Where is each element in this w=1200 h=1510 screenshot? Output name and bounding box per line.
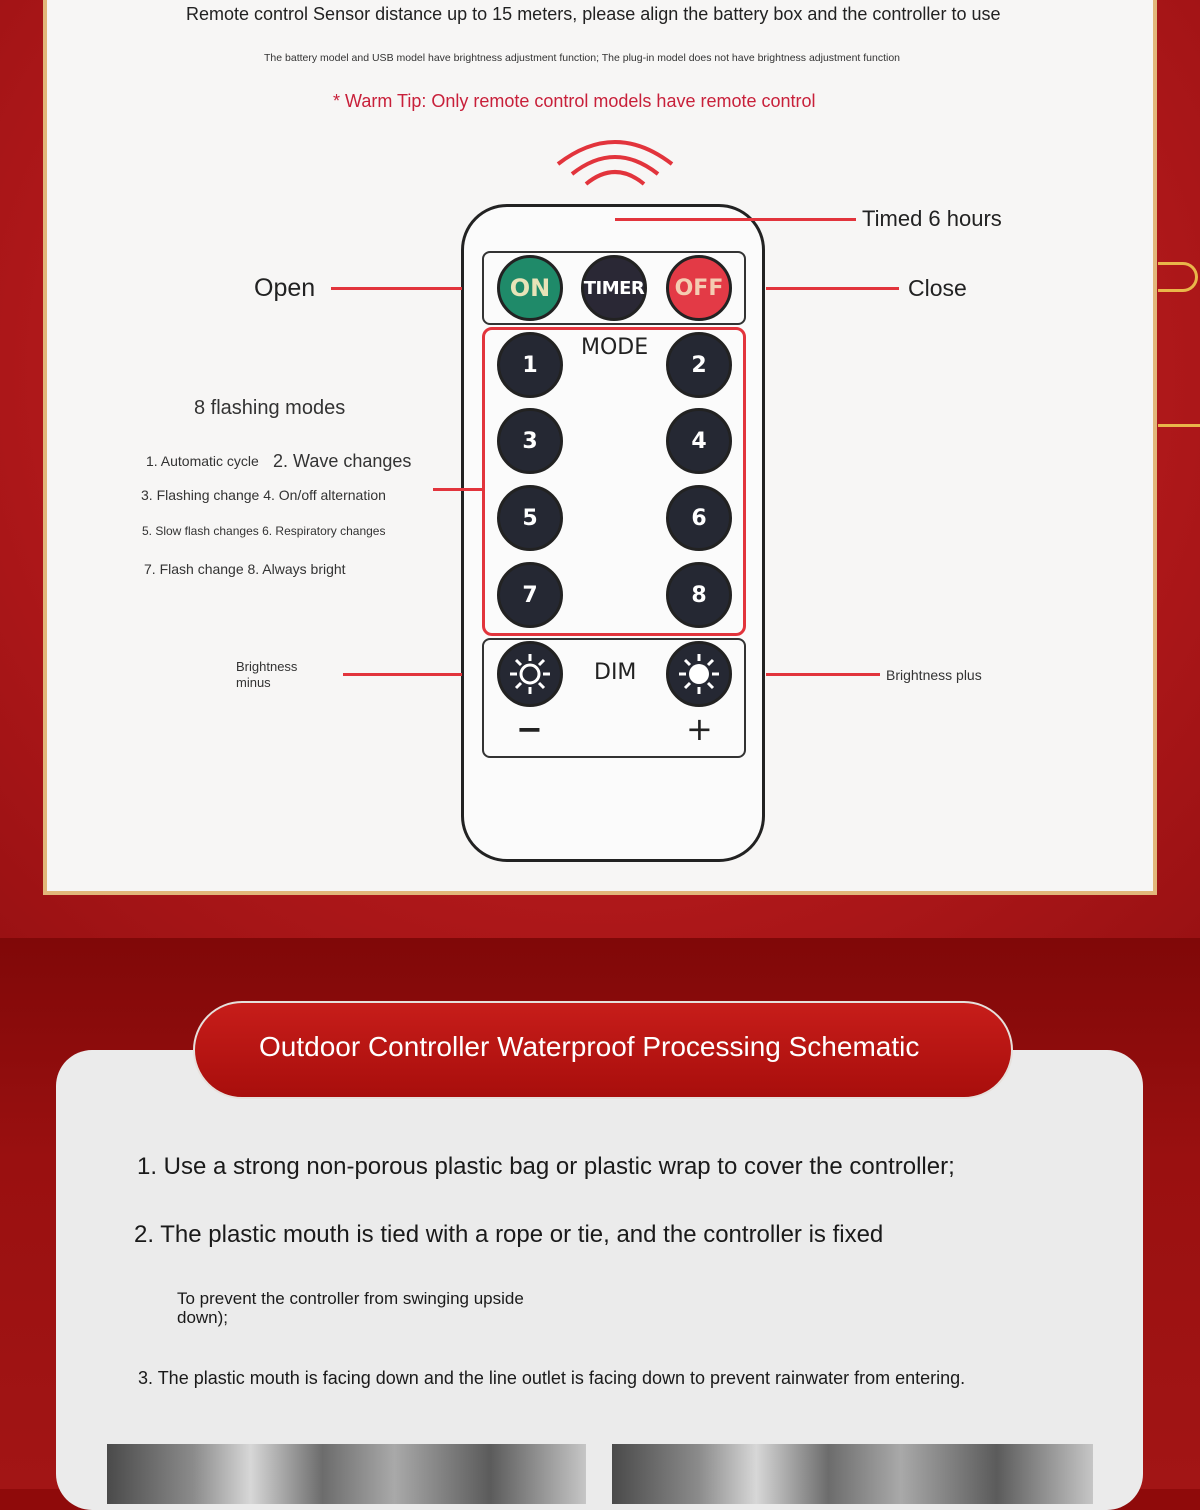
sun-filled-icon [677,652,721,696]
step-3: 3. The plastic mouth is facing down and the line outlet is facing down to prevent rainwater from entering. [138,1368,966,1388]
mode-button-2[interactable]: 2 [666,332,732,398]
close-leader-line [766,287,899,290]
mode-button-5[interactable]: 5 [497,485,563,551]
modes-leader-line [433,488,483,491]
mode-line-1a: 1. Automatic cycle [146,453,259,469]
model-note: The battery model and USB model have brightness adjustment function; The plug-in model does not have brightness adjustment function [264,52,901,64]
brightness-minus-label-1: Brightness [236,659,298,674]
brightness-minus-button[interactable] [497,641,563,707]
gold-ornament-line [1158,424,1200,427]
waterproof-title: Outdoor Controller Waterproof Processing Schematic [259,1031,920,1062]
brightness-plus-label: Brightness plus [886,667,982,683]
mode-button-4[interactable]: 4 [666,408,732,474]
off-button[interactable]: OFF [666,255,732,321]
header-line: Remote control Sensor distance up to 15 meters, please align the battery box and the controller to use [186,4,1001,24]
mode-line-1b: 2. Wave changes [273,451,412,471]
mode-button-1[interactable]: 1 [497,332,563,398]
mode-line-2: 3. Flashing change 4. On/off alternation [141,487,386,503]
brightness-minus-label-2: minus [236,675,271,690]
mode-label: MODE [581,335,649,360]
mode-line-3: 5. Slow flash changes 6. Respiratory changes [142,524,386,538]
mode-line-4: 7. Flash change 8. Always bright [144,561,346,577]
dim-label: DIM [594,660,637,685]
close-label: Close [908,275,967,301]
brightness-plus-button[interactable] [666,641,732,707]
warm-tip: * Warm Tip: Only remote control models have remote control [333,91,816,111]
waterproof-photo-left [107,1444,586,1504]
on-button[interactable]: ON [497,255,563,321]
sun-outline-icon [508,652,552,696]
gold-ornament [1158,262,1198,292]
timer-button[interactable]: TIMER [581,255,647,321]
step-2-sub-2: down); [177,1308,229,1327]
minus-sign: − [516,710,543,748]
open-leader-line [331,287,462,290]
signal-icon [550,130,680,190]
modes-title: 8 flashing modes [194,397,346,419]
brightness-minus-leader-line [343,673,462,676]
timed-leader-line [615,218,856,221]
open-label: Open [254,274,316,302]
brightness-plus-leader-line [766,673,880,676]
mode-button-3[interactable]: 3 [497,408,563,474]
step-1: 1. Use a strong non-porous plastic bag or plastic wrap to cover the controller; [137,1153,955,1180]
step-2-sub-1: To prevent the controller from swinging upside [177,1289,524,1308]
step-2: 2. The plastic mouth is tied with a rope or tie, and the controller is fixed [134,1221,884,1248]
plus-sign: + [686,710,713,748]
timed-label: Timed 6 hours [862,206,1002,231]
mode-button-7[interactable]: 7 [497,562,563,628]
mode-button-8[interactable]: 8 [666,562,732,628]
waterproof-photo-right [612,1444,1093,1504]
waterproof-card [56,1050,1143,1510]
mode-button-6[interactable]: 6 [666,485,732,551]
